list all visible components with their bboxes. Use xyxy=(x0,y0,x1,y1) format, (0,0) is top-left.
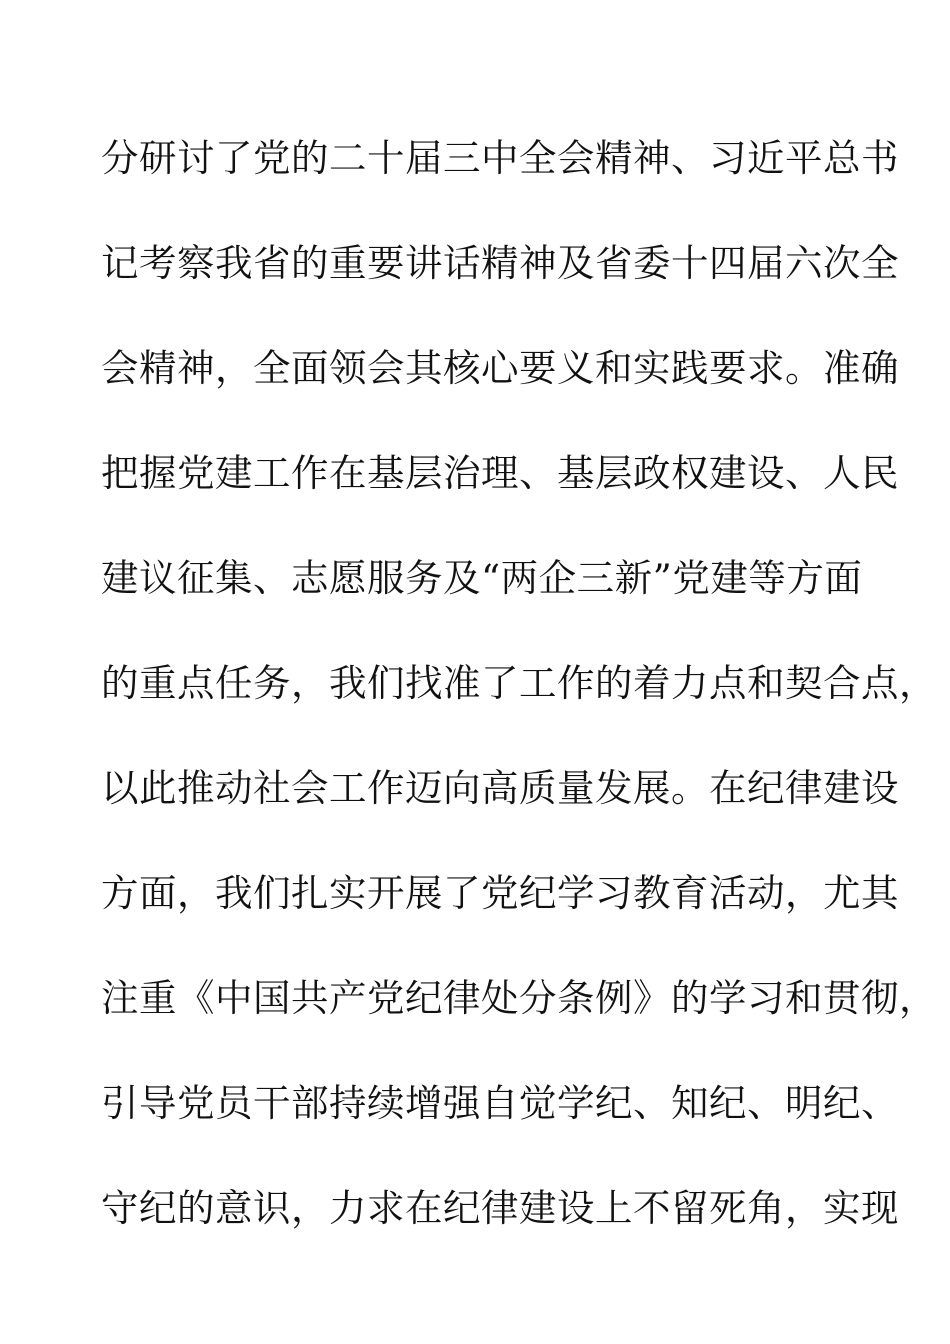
text-line: 把握党建工作在基层治理、基层政权建设、人民 xyxy=(101,451,899,495)
text-line: 记考察我省的重要讲话精神及省委十四届六次全 xyxy=(101,241,899,285)
text-line: 注重《中国共产党纪律处分条例》的学习和贯彻， xyxy=(101,976,937,1020)
text-line: 守纪的意识，力求在纪律建设上不留死角，实现 xyxy=(101,1186,899,1230)
text-line: 的重点任务，我们找准了工作的着力点和契合点， xyxy=(101,661,937,705)
text-line: 分研讨了党的二十届三中全会精神、习近平总书 xyxy=(101,136,899,180)
text-line: 建议征集、志愿服务及“两企三新”党建等方面 xyxy=(101,556,863,600)
text-line: 会精神，全面领会其核心要义和实践要求。准确 xyxy=(101,346,899,390)
body-text xyxy=(101,128,937,1283)
text-line: 以此推动社会工作迈向高质量发展。在纪律建设 xyxy=(101,766,899,810)
text-line: 引导党员干部持续增强自觉学纪、知纪、明纪、 xyxy=(101,1081,899,1125)
text-line: 方面，我们扎实开展了党纪学习教育活动，尤其 xyxy=(101,871,899,915)
